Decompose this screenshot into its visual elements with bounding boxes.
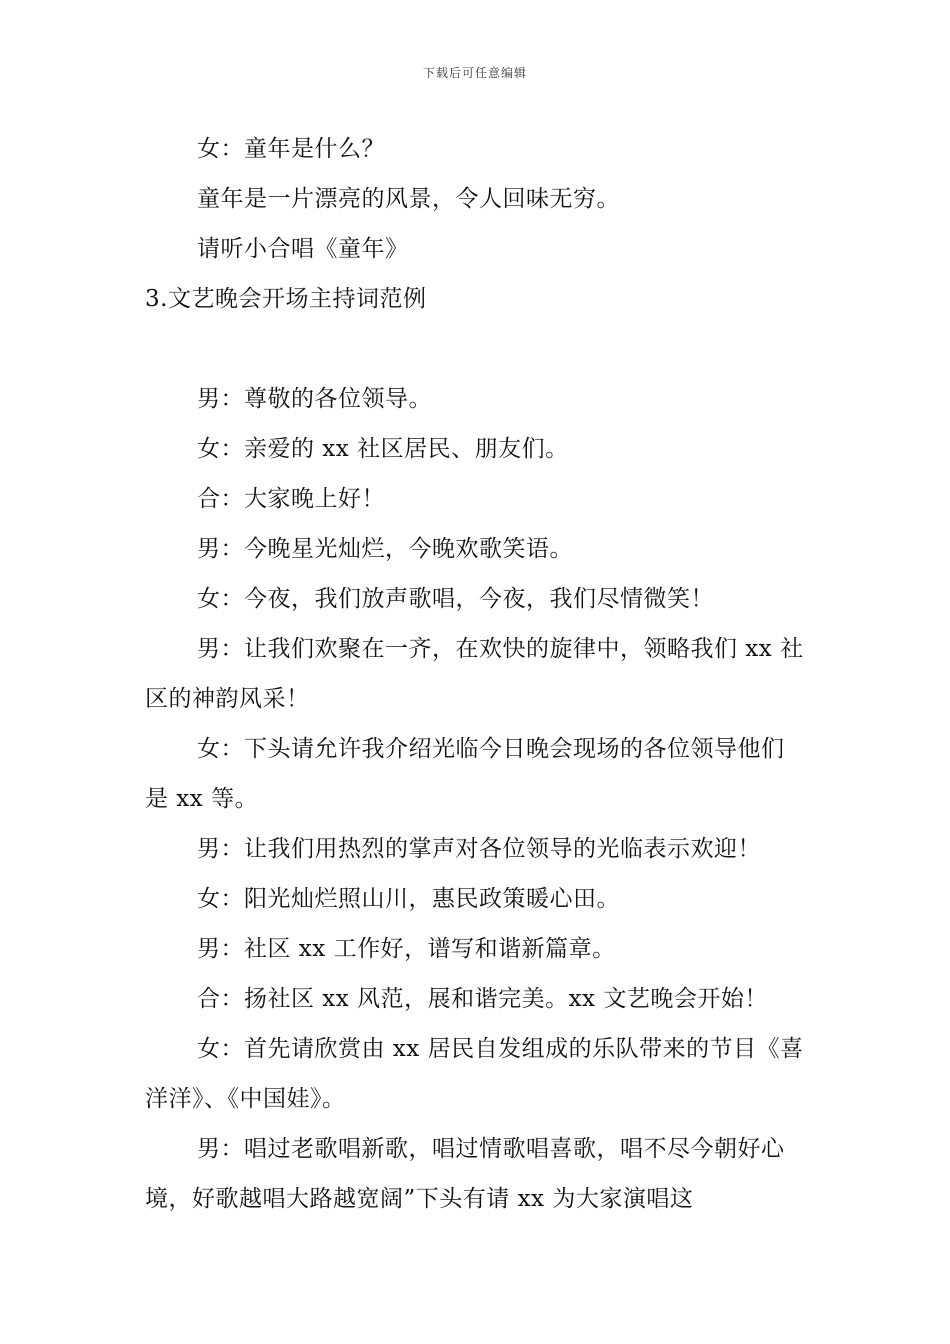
paragraph: 男：让我们用热烈的掌声对各位领导的光临表示欢迎！ (197, 836, 761, 862)
section-heading: 3.文艺晚会开场主持词范例 (145, 286, 427, 312)
paragraph: 童年是一片漂亮的风景，令人回味无穷。 (197, 186, 620, 212)
document-body (145, 124, 807, 1224)
paragraph: 男：社区 xx 工作好，谱写和谐新篇章。 (197, 936, 616, 962)
paragraph: 女：童年是什么？ (197, 136, 385, 162)
paragraph: 女：阳光灿烂照山川，惠民政策暖心田。 (197, 886, 620, 912)
paragraph: 男：唱过老歌唱新歌，唱过情歌唱喜歌，唱不尽今朝好心境，好歌越唱大路越宽阔”下头有请 xx 为大家演唱这 (145, 1136, 785, 1212)
paragraph: 女：首先请欣赏由 xx 居民自发组成的乐队带来的节目《喜洋洋》、《中国娃》。 (145, 1036, 804, 1112)
paragraph: 女：今夜，我们放声歌唱，今夜，我们尽情微笑！ (197, 586, 714, 612)
paragraph: 合：扬社区 xx 风范，展和谐完美。xx 文艺晚会开始！ (197, 986, 768, 1012)
paragraph: 女：亲爱的 xx 社区居民、朋友们。 (197, 436, 569, 462)
page-header: 下载后可任意编辑 (422, 66, 527, 80)
paragraph: 合：大家晚上好！ (197, 486, 385, 512)
paragraph: 男：尊敬的各位领导。 (197, 386, 432, 412)
paragraph: 男：让我们欢聚在一齐，在欢快的旋律中，领略我们 xx 社区的神韵风采！ (145, 636, 804, 712)
paragraph: 男：今晚星光灿烂，今晚欢歌笑语。 (197, 536, 573, 562)
paragraph: 请听小合唱《童年》 (197, 236, 409, 262)
paragraph: 女：下头请允许我介绍光临今日晚会现场的各位领导他们是 xx 等。 (145, 736, 785, 812)
